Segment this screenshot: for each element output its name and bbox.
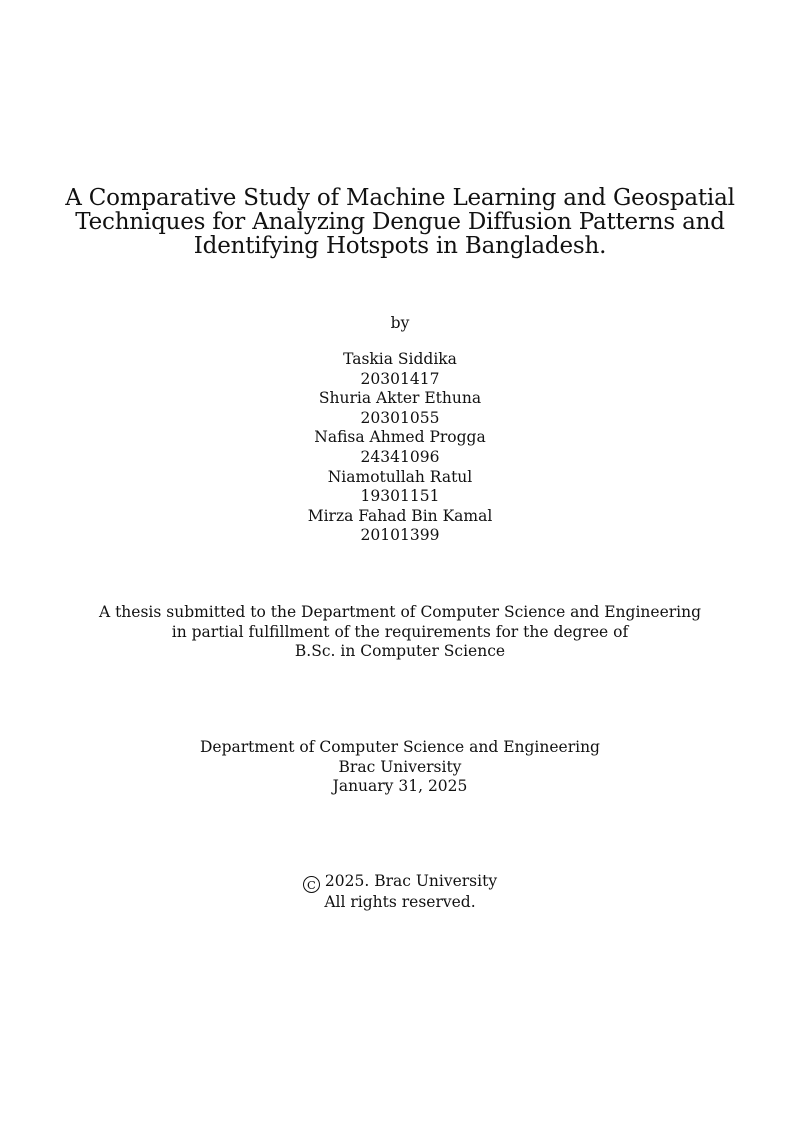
author-name: Niamotullah Ratul: [327, 467, 473, 486]
copyright-notice: [0, 872, 800, 913]
author-name: Shuria Akter Ethuna: [318, 389, 482, 408]
submission-statement: [0, 603, 800, 662]
statement-line: A thesis submitted to the Department of Computer Science and Engineering: [98, 603, 702, 621]
thesis-title: [0, 186, 800, 258]
title-line: Techniques for Analyzing Dengue Diffusion Patterns and: [75, 209, 725, 235]
author-list: [0, 350, 800, 546]
degree-line: B.Sc. in Computer Science: [294, 642, 506, 661]
institution-block: [0, 738, 800, 797]
department-name: Department of Computer Science and Engineering: [200, 738, 600, 756]
author-id: 20301417: [360, 369, 440, 388]
copyright-icon: C: [303, 876, 320, 893]
submission-date: January 31, 2025: [332, 777, 468, 796]
author-id: 20101399: [360, 526, 440, 545]
author-id: 19301151: [360, 487, 440, 506]
author-id: 24341096: [360, 447, 440, 466]
author-name: Nafisa Ahmed Progga: [314, 428, 486, 447]
author-id: 20301055: [360, 408, 440, 427]
copyright-text: 2025. Brac University: [324, 872, 498, 890]
title-line: A Comparative Study of Machine Learning and Geospatial: [65, 185, 735, 211]
author-name: Taskia Siddika: [343, 350, 457, 368]
university-name: Brac University: [338, 757, 462, 776]
byline: by: [390, 314, 410, 332]
title-line: Identifying Hotspots in Bangladesh.: [193, 233, 607, 259]
rights-reserved: All rights reserved.: [324, 893, 476, 911]
statement-line: in partial fulfillment of the requirements for the degree of: [171, 622, 629, 641]
copyright-line: [0, 872, 800, 893]
author-name: Mirza Fahad Bin Kamal: [307, 506, 493, 525]
